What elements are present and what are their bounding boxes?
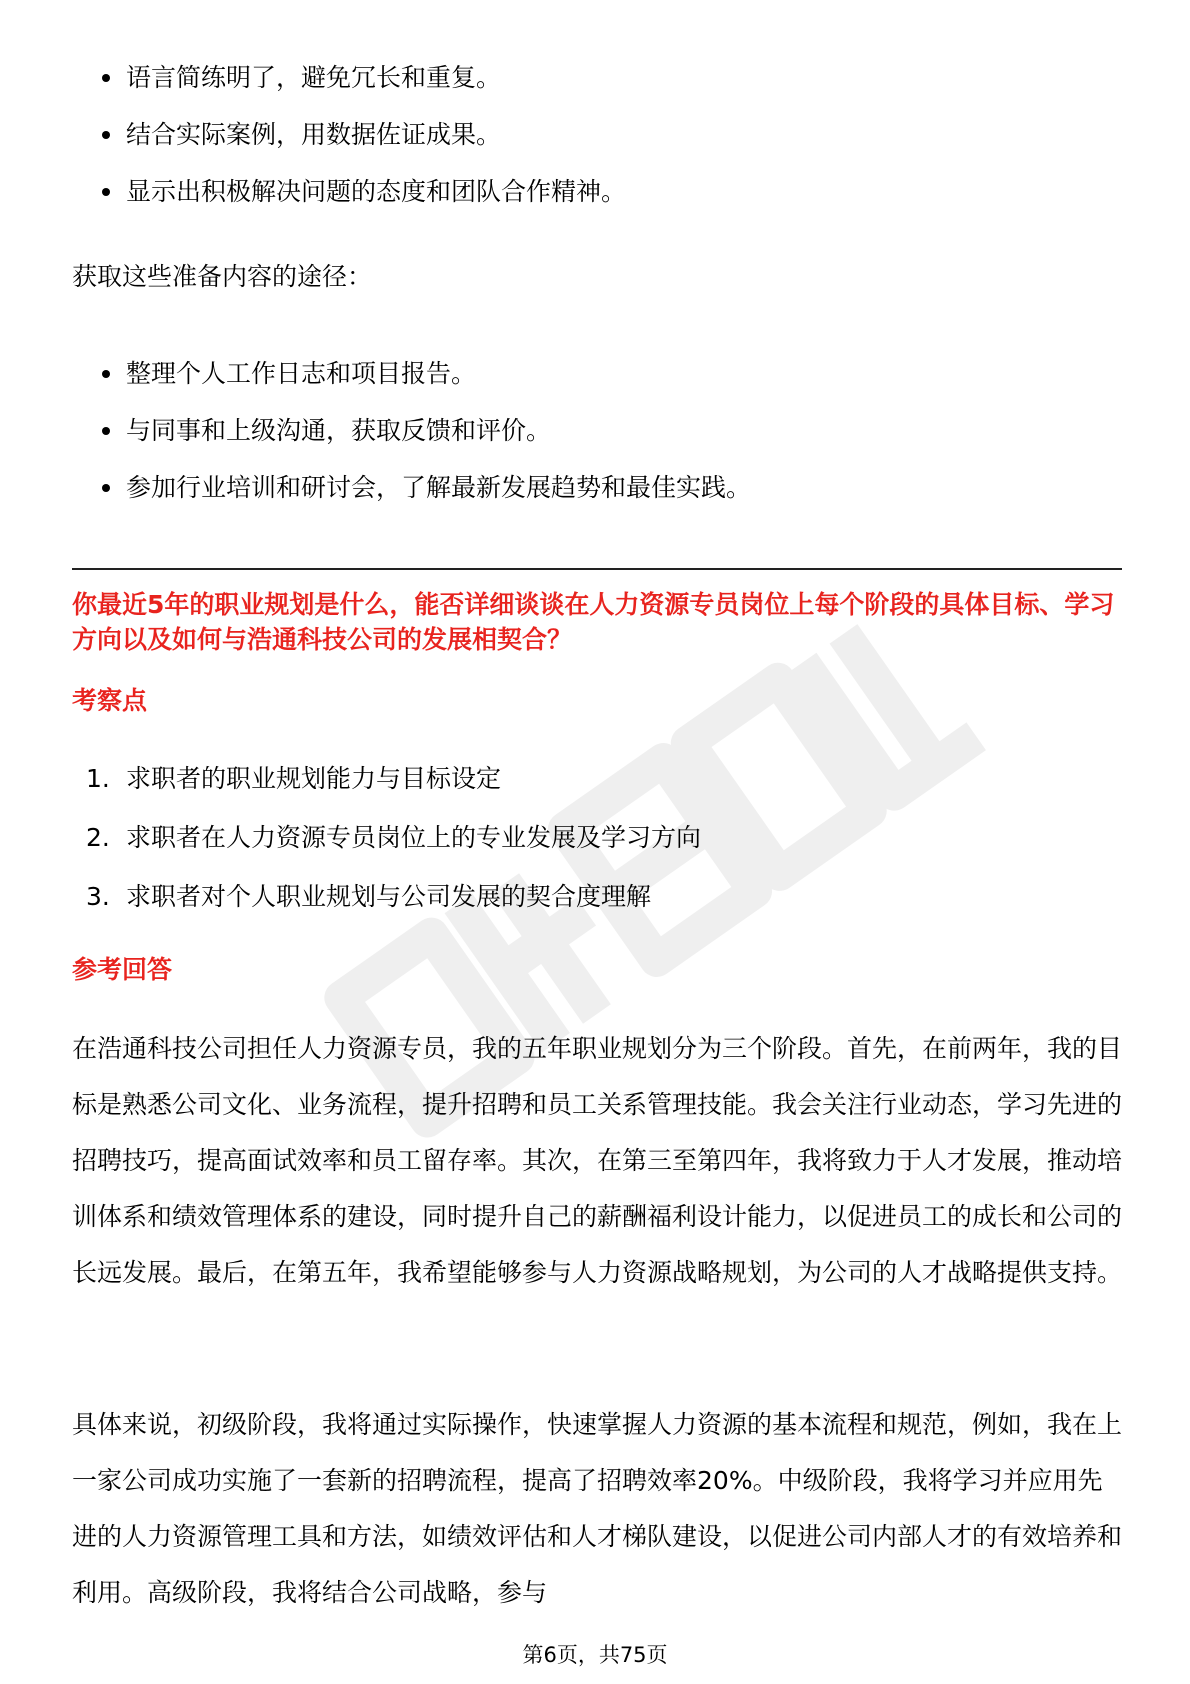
exam-points-heading: 考察点 <box>72 686 148 715</box>
section-divider <box>72 568 1122 570</box>
tips-bullet-list <box>98 60 1108 231</box>
list-item: 参加行业培训和研讨会，了解最新发展趋势和最佳实践。 <box>98 470 1108 527</box>
list-item: 与同事和上级沟通，获取反馈和评价。 <box>98 413 1108 470</box>
answer-paragraph: 在浩通科技公司担任人力资源专员，我的五年职业规划分为三个阶段。首先，在前两年，我的目标是熟悉公司文化、业务流程，提升招聘和员工关系管理技能。我会关注行业动态，学习先进的招聘技巧，提高面试效率和员工留存率。其次，在第三至第四年，我将致力于人才发展，推动培训体系和绩效管理体系的建设，同时提升自己的薪酬福利设计能力，以促进员工的成长和公司的长远发展。最后，在第五年，我希望能够参与人力资源战略规划，为公司的人才战略提供支持。 <box>72 1034 1123 1287</box>
bullet-dot-icon <box>102 370 110 378</box>
bullet-dot-icon <box>102 188 110 196</box>
answer-paragraph: 具体来说，初级阶段，我将通过实际操作，快速掌握人力资源的基本流程和规范，例如，我在上一家公司成功实施了一套新的招聘流程，提高了招聘效率20%。中级阶段，我将学习并应用先进的人力资源管理工具和方法，如绩效评估和人才梯队建设，以促进公司内部人才的有效培养和利用。高级阶段，我将结合公司战略，参与 <box>72 1410 1123 1607</box>
list-item: 语言简练明了，避免冗长和重复。 <box>98 60 1108 117</box>
bullet-dot-icon <box>102 484 110 492</box>
ways-bullet-list <box>98 356 1108 527</box>
list-item: 3. 求职者对个人职业规划与公司发展的契合度理解 <box>86 882 652 911</box>
interview-question: 你最近5年的职业规划是什么，能否详细谈谈在人力资源专员岗位上每个阶段的具体目标、学习方向以及如何与浩通科技公司的发展相契合？ <box>72 590 1115 654</box>
list-item: 1. 求职者的职业规划能力与目标设定 <box>86 764 502 793</box>
page-number: 第6页，共75页 <box>522 1643 668 1667</box>
list-item: 显示出积极解决问题的态度和团队合作精神。 <box>98 174 1108 231</box>
exam-points-list <box>86 761 1106 938</box>
list-item: 2. 求职者在人力资源专员岗位上的专业发展及学习方向 <box>86 823 702 852</box>
bullet-dot-icon <box>102 131 110 139</box>
list-item: 结合实际案例，用数据佐证成果。 <box>98 117 1108 174</box>
reference-answer-heading: 参考回答 <box>72 955 173 984</box>
bullet-dot-icon <box>102 427 110 435</box>
list-item: 整理个人工作日志和项目报告。 <box>98 356 1108 413</box>
bullet-dot-icon <box>102 74 110 82</box>
ways-heading: 获取这些准备内容的途径： <box>72 262 373 291</box>
